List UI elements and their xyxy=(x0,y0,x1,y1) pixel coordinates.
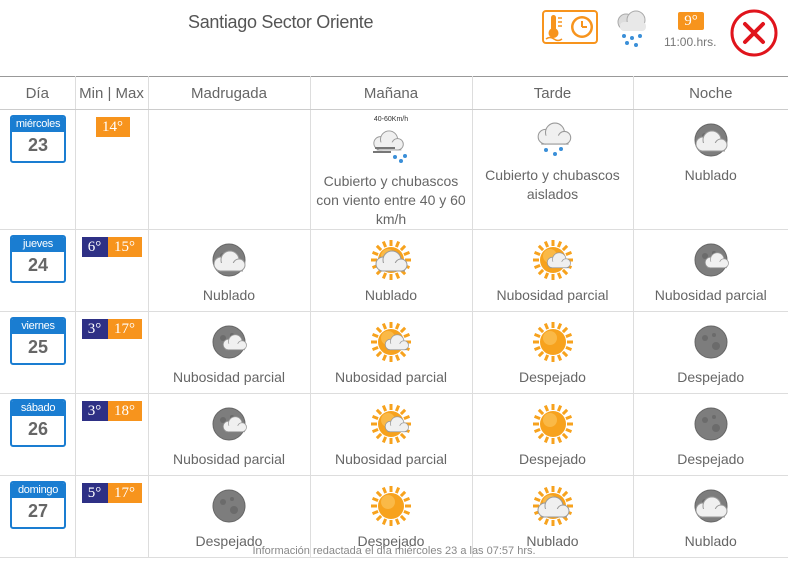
max-temp: 17° xyxy=(108,319,142,339)
day-name: sábado xyxy=(12,401,64,416)
table-row xyxy=(0,110,788,230)
col-minmax: Min | Max xyxy=(75,77,148,110)
weather-description: Nubosidad parcial xyxy=(172,369,286,385)
day-cell xyxy=(0,230,75,312)
manana-cell xyxy=(310,110,472,230)
madrugada-cell xyxy=(148,110,310,230)
manana-cell xyxy=(310,394,472,476)
moon-icon xyxy=(689,402,733,446)
min-temp: 6° xyxy=(82,237,108,257)
max-temp: 17° xyxy=(108,483,142,503)
min-temp: 3° xyxy=(82,319,108,339)
tarde-cell xyxy=(472,230,633,312)
moon-cloud-icon xyxy=(207,238,251,282)
tarde-cell xyxy=(472,110,633,230)
weather-description: Nubosidad parcial xyxy=(334,451,448,467)
min-temp: 5° xyxy=(82,483,108,503)
weather-description: Cubierto y chubascos aislados xyxy=(485,167,620,202)
weather-description: Nublado xyxy=(526,533,579,549)
table-header-row xyxy=(0,77,788,110)
current-time: 11:00.hrs. xyxy=(664,35,717,49)
moon-cloud-icon xyxy=(689,118,733,162)
madrugada-cell xyxy=(148,394,310,476)
day-number: 27 xyxy=(27,501,49,521)
minmax-cell xyxy=(75,230,148,312)
noche-cell xyxy=(633,230,788,312)
forecast-table xyxy=(0,76,788,558)
day-number: 23 xyxy=(27,135,49,155)
manana-cell xyxy=(310,312,472,394)
close-button[interactable] xyxy=(730,9,778,57)
tarde-cell xyxy=(472,312,633,394)
col-manana: Mañana xyxy=(310,77,472,110)
noche-cell xyxy=(633,394,788,476)
weather-description: Nubosidad parcial xyxy=(654,287,767,303)
sun-icon xyxy=(531,320,575,364)
col-madrugada: Madrugada xyxy=(148,77,310,110)
day-number: 24 xyxy=(27,255,49,275)
moon-icon xyxy=(689,320,733,364)
sun-cloud-icon xyxy=(369,238,413,282)
cloud-rain-icon xyxy=(531,118,575,162)
noche-cell xyxy=(633,312,788,394)
wind-speed-label: 40-60Km/h xyxy=(373,116,409,123)
current-temperature: 9° xyxy=(678,12,704,30)
day-name: miércoles xyxy=(12,117,64,132)
weather-description: Nublado xyxy=(684,167,737,183)
weather-description: Nubosidad parcial xyxy=(496,287,609,303)
table-row xyxy=(0,230,788,312)
weather-description: Despejado xyxy=(677,369,745,385)
col-day: Día xyxy=(0,77,75,110)
location-title: Santiago Sector Oriente xyxy=(188,12,374,32)
sun-small-cloud-icon xyxy=(531,238,575,282)
weather-description: Despejado xyxy=(195,533,263,549)
header xyxy=(0,0,788,76)
moon-small-cloud-icon xyxy=(207,320,251,364)
table-row xyxy=(0,312,788,394)
day-name: domingo xyxy=(12,483,64,498)
calendar-badge xyxy=(10,235,66,283)
table-row xyxy=(0,394,788,476)
weather-description: Despejado xyxy=(519,451,586,467)
sun-cloud-icon xyxy=(531,484,575,528)
calendar-badge xyxy=(10,481,66,529)
wind-rain-icon xyxy=(369,124,413,168)
moon-icon xyxy=(207,484,251,528)
weather-description: Nublado xyxy=(364,287,418,303)
sun-icon xyxy=(531,402,575,446)
calendar-badge xyxy=(10,317,66,365)
sun-small-cloud-icon xyxy=(369,320,413,364)
day-cell xyxy=(0,110,75,230)
col-tarde: Tarde xyxy=(472,77,633,110)
day-number: 25 xyxy=(27,337,49,357)
weather-description: Despejado xyxy=(357,533,425,549)
weather-description: Nubosidad parcial xyxy=(172,451,286,467)
day-cell xyxy=(0,394,75,476)
minmax-cell xyxy=(75,110,148,230)
day-cell xyxy=(0,312,75,394)
moon-small-cloud-icon xyxy=(207,402,251,446)
madrugada-cell xyxy=(148,230,310,312)
day-name: jueves xyxy=(12,237,64,252)
footer-note: Información redactada el día miércoles 23 a las 07:57 hrs. xyxy=(252,545,536,557)
max-temp: 18° xyxy=(108,401,142,421)
manana-cell xyxy=(310,230,472,312)
sun-icon xyxy=(369,484,413,528)
weather-description: Cubierto y chubascos con viento entre 40 y 60 km/h xyxy=(316,173,466,227)
minmax-cell xyxy=(75,312,148,394)
weather-description: Nublado xyxy=(684,533,737,549)
thermometer-clock-icon xyxy=(542,10,598,44)
calendar-badge xyxy=(10,399,66,447)
max-temp: 14° xyxy=(96,117,130,137)
sun-small-cloud-icon xyxy=(369,402,413,446)
weather-description: Nubosidad parcial xyxy=(334,369,448,385)
moon-small-cloud-icon xyxy=(689,238,733,282)
minmax-cell xyxy=(75,394,148,476)
tarde-cell xyxy=(472,394,633,476)
weather-description: Despejado xyxy=(677,451,745,467)
weather-description: Nublado xyxy=(202,287,256,303)
weather-description: Despejado xyxy=(519,369,586,385)
rain-shower-icon xyxy=(612,8,652,50)
day-number: 26 xyxy=(27,419,49,439)
min-temp: 3° xyxy=(82,401,108,421)
moon-cloud-icon xyxy=(689,484,733,528)
day-name: viernes xyxy=(12,319,64,334)
calendar-badge xyxy=(10,115,66,163)
max-temp: 15° xyxy=(108,237,142,257)
madrugada-cell xyxy=(148,312,310,394)
col-noche: Noche xyxy=(633,77,788,110)
noche-cell xyxy=(633,110,788,230)
